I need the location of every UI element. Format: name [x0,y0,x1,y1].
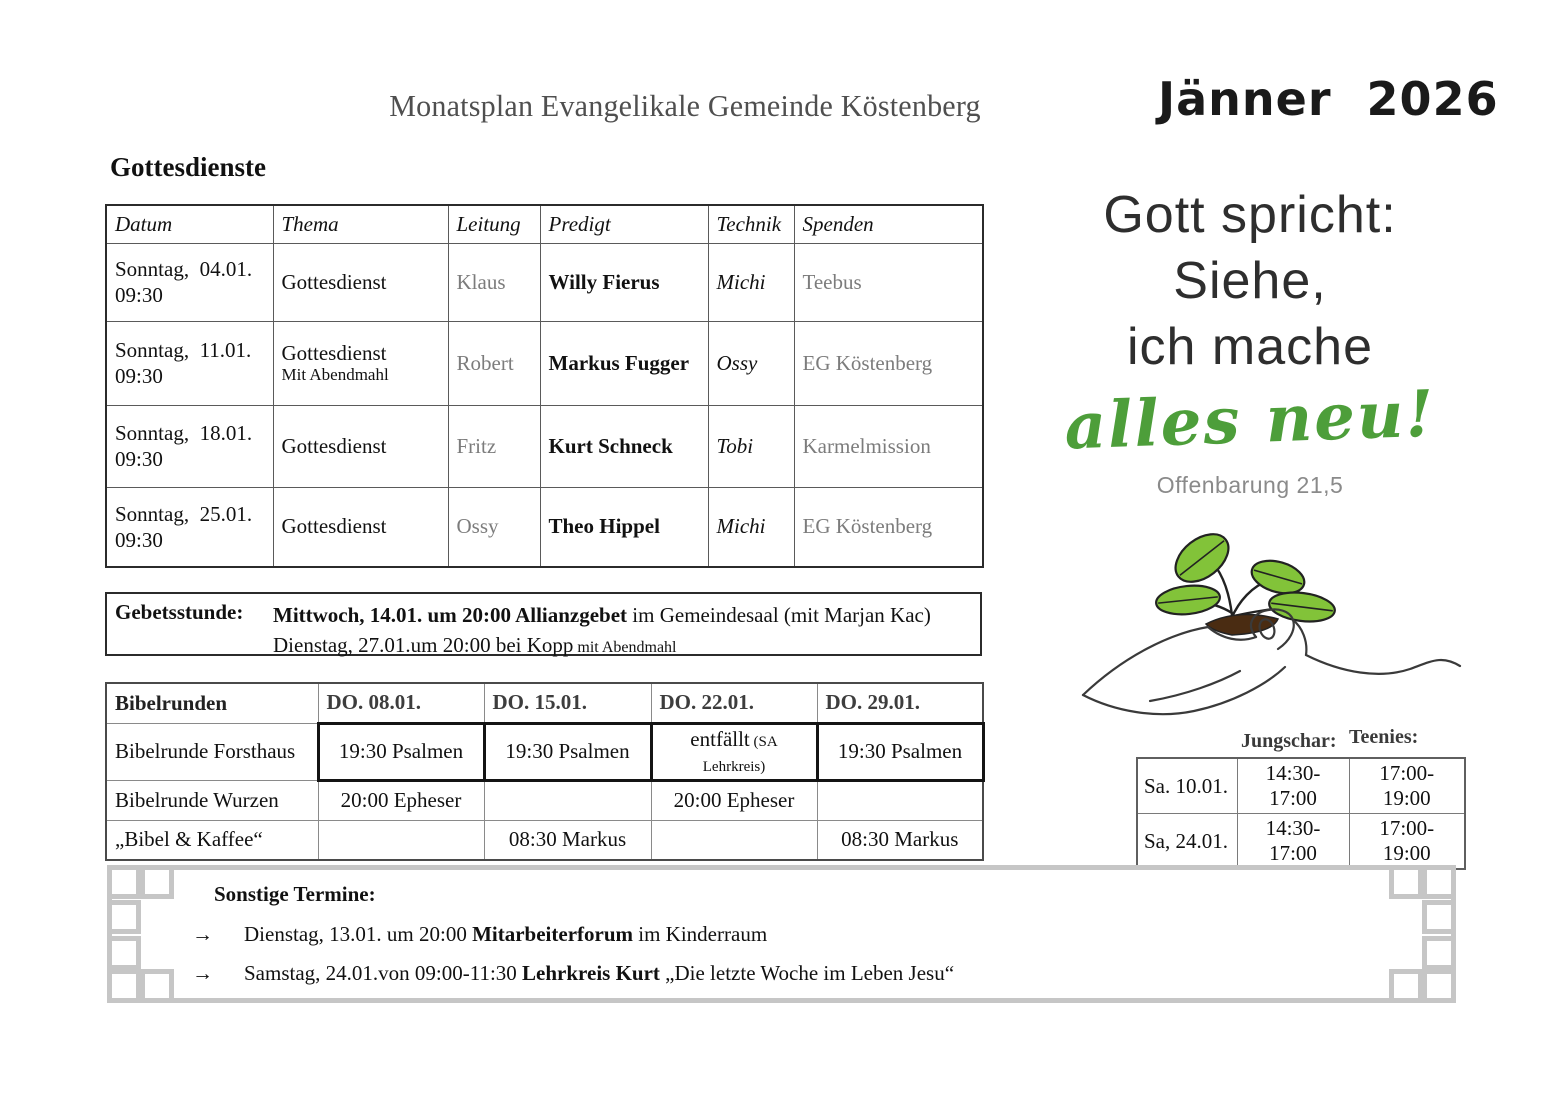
gebet-line1-bold: Mittwoch, 14.01. um 20:00 Allianzgebet [273,603,628,627]
termin-text-post: „Die letzte Woche im Leben Jesu“ [659,960,955,985]
col-header-spenden: Spenden [794,205,983,243]
quote-line-3: ich mache [1127,318,1373,377]
bibelrunden-heading: Bibelrunden [106,683,318,723]
spenden-cell: EG Köstenberg [794,321,983,405]
gebetsstunde-label: Gebetsstunde: [115,600,244,624]
arrow-icon: → [192,960,213,985]
gebet-line2-small: mit Abendmahl [573,639,677,657]
bibelrunden-header-row [106,683,983,723]
col-header-leitung: Leitung [448,205,540,243]
datum-date: Sonntag, 18.01. [115,420,253,445]
col-header-do-0801: DO. 08.01. [318,683,484,723]
table-row [106,405,983,487]
col-header-do-2201: DO. 22.01. [651,683,817,723]
predigt-cell: Willy Fierus [540,243,708,321]
date-cell: Sa. 10.01. [1137,758,1237,814]
table-row [106,723,983,780]
datum-date: Sonntag, 25.01. [115,501,253,526]
bibel-cell: 19:30 Psalmen [817,723,983,780]
bibel-cell [817,780,983,820]
plant-in-hand-illustration [1080,523,1465,735]
bibel-cell [484,780,651,820]
quote-script-line: alles neu! [1063,376,1437,465]
bibelrunde-label: Bibelrunde Wurzen [106,780,318,820]
col-header-datum: Datum [106,205,273,243]
teenies-time-cell: 17:00-19:00 [1349,814,1465,870]
teenies-label: Teenies: [1349,726,1419,748]
thema-cell: Gottesdienst [273,243,448,321]
col-header-do-1501: DO. 15.01. [484,683,651,723]
col-header-predigt: Predigt [540,205,708,243]
soil-shape [1206,615,1278,635]
quote-line-2: Siehe, [1173,252,1327,311]
sonstige-heading: Sonstige Termine: [214,882,376,906]
bibel-cell: 19:30 Psalmen [318,723,484,780]
bibelrunde-label: Bibelrunde Forsthaus [106,723,318,780]
gebetsstunde-box [105,592,982,656]
technik-cell: Tobi [708,405,794,487]
datum-cell [106,243,273,321]
leaf-icons [1155,525,1337,625]
bibelrunden-table [105,682,985,861]
technik-cell: Ossy [708,321,794,405]
table-row [106,780,983,820]
termin-item [112,915,1451,954]
gebet-line2-main: Dienstag, 27.01.um 20:00 bei Kopp [273,633,574,658]
termin-text-post: im Kinderraum [633,922,768,946]
bible-verse-block [1030,182,1470,499]
table-row [106,243,983,321]
datum-cell [106,405,273,487]
predigt-cell: Kurt Schneck [540,405,708,487]
entfaellt-text: entfällt [690,726,750,751]
bibelrunde-label: „Bibel & Kaffee“ [106,820,318,860]
spenden-cell: Karmelmission [794,405,983,487]
table-row [106,820,983,860]
bibel-cell: 20:00 Epheser [651,780,817,820]
gottesdienste-heading: Gottesdienste [110,152,266,182]
datum-date: Sonntag, 04.01. [115,256,253,281]
scripture-reference: Offenbarung 21,5 [1156,472,1344,499]
document-title: Monatsplan Evangelikale Gemeinde Köstenberg [389,88,981,123]
col-header-thema: Thema [273,205,448,243]
gebet-line1-rest: im Gemeindesaal (mit Marjan Kac) [627,603,931,627]
teenies-time-cell: 17:00-19:00 [1349,758,1465,814]
thema-cell [273,321,448,405]
datum-time: 09:30 [115,364,163,388]
bibel-cell: 19:30 Psalmen [484,723,651,780]
gebetsstunde-line-2 [273,630,931,660]
table-row [1137,814,1465,870]
jungschar-time-cell: 14:30-17:00 [1237,814,1349,870]
leitung-cell: Fritz [448,405,540,487]
entfaellt-note: (SA Lehrkreis) [702,733,778,775]
leitung-cell: Klaus [448,243,540,321]
date-cell: Sa, 24.01. [1137,814,1237,870]
table-row [106,487,983,567]
gottesdienste-header-row [106,205,983,243]
termin-text-bold: Mitarbeiterforum [472,922,634,946]
gebetsstunde-line-1 [273,600,931,630]
col-header-do-2901: DO. 29.01. [817,683,983,723]
bibel-cell [651,723,817,780]
datum-time: 09:30 [115,283,163,307]
datum-cell [106,321,273,405]
gebetsstunde-content [273,600,931,661]
leitung-cell: Ossy [448,487,540,567]
thema-sub: Mit Abendmahl [281,365,389,385]
termin-text-pre: Dienstag, 13.01. um 20:00 [244,922,473,946]
termin-text-bold: Lehrkreis Kurt [522,960,660,985]
table-row [1137,758,1465,814]
thema-main: Gottesdienst [281,341,387,366]
technik-cell: Michi [708,487,794,567]
arrow-icon: → [192,922,213,946]
jungschar-table [1136,757,1466,870]
datum-cell [106,487,273,567]
jungschar-teenies-labels [1136,726,1466,756]
jungschar-label: Jungschar: [1241,730,1337,752]
technik-cell: Michi [708,243,794,321]
spenden-cell: EG Köstenberg [794,487,983,567]
termin-text-pre: Samstag, 24.01.von 09:00-11:30 [244,960,523,985]
predigt-cell: Markus Fugger [540,321,708,405]
sonstige-termine-box [107,865,1456,1003]
bibel-cell: 20:00 Epheser [318,780,484,820]
bibel-cell: 08:30 Markus [484,820,651,860]
datum-time: 09:30 [115,447,163,471]
month-label: Jänner 2026 [1158,72,1499,126]
thema-cell: Gottesdienst [273,487,448,567]
datum-time: 09:30 [115,527,163,552]
bibel-cell [318,820,484,860]
jungschar-time-cell: 14:30-17:00 [1237,758,1349,814]
gottesdienste-table [105,204,984,568]
bibel-cell [651,820,817,860]
table-row [106,321,983,405]
datum-date: Sonntag, 11.01. [115,337,252,362]
termin-item [112,954,1451,993]
predigt-cell: Theo Hippel [540,487,708,567]
quote-line-1: Gott spricht: [1103,186,1397,244]
col-header-technik: Technik [708,205,794,243]
leitung-cell: Robert [448,321,540,405]
thema-cell: Gottesdienst [273,405,448,487]
bibel-cell: 08:30 Markus [817,820,983,860]
spenden-cell: Teebus [794,243,983,321]
